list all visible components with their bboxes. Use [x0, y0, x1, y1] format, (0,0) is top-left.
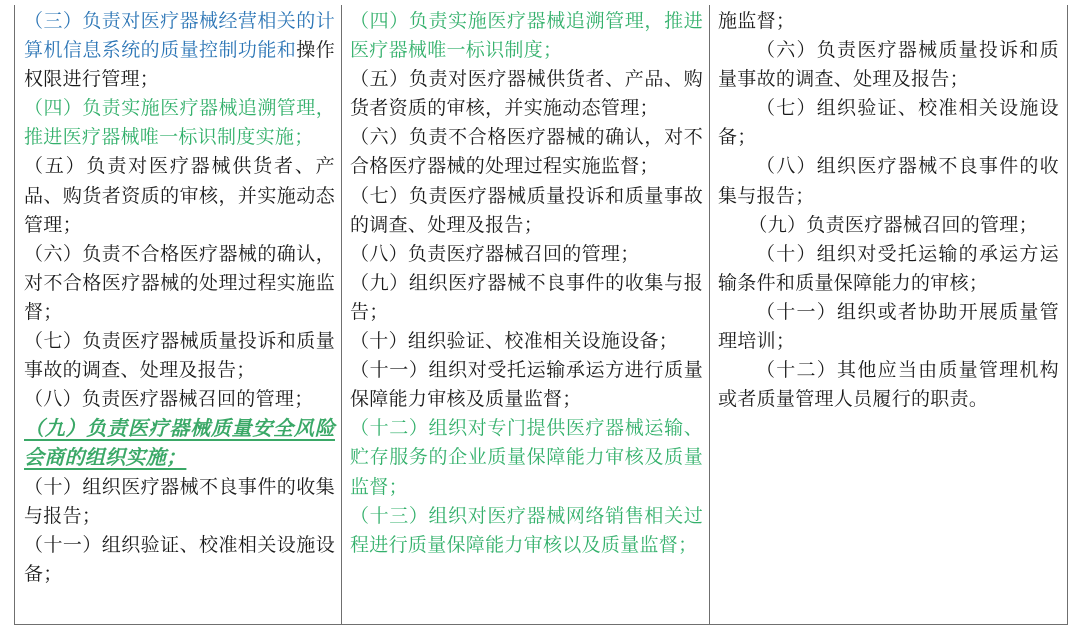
column-1	[14, 5, 341, 625]
col1-item-6: （六）负责不合格医疗器械的确认，对不合格医疗器械的处理过程实施监督；	[24, 242, 335, 323]
col1-item-4: （四）负责实施医疗器械追溯管理，推进医疗器械唯一标识制度实施；	[24, 97, 335, 149]
col3-item-8: （八）组织医疗器械不良事件的收集与报告；	[718, 155, 1059, 207]
col2-item-13: （十三）组织对医疗器械网络销售相关过程进行质量保障能力审核以及质量监督；	[350, 504, 703, 556]
col2-item-9: （九）组织医疗器械不良事件的收集与报告；	[350, 271, 703, 323]
comparison-table	[14, 5, 1068, 625]
col1-item-5: （五）负责对医疗器械供货者、产品、购货者资质的审核，并实施动态管理；	[24, 155, 335, 236]
col1-item-9: （九）负责医疗器械质量安全风险会商的组织实施；	[24, 416, 335, 470]
col2-item-10: （十）组织验证、校准相关设施设备；	[350, 330, 679, 353]
col1-item-3-rest: 操作权限进行管理；	[24, 39, 335, 91]
col2-item-11: （十一）组织对受托运输承运方进行质量保障能力审核及质量监督；	[350, 359, 703, 411]
col3-item-10: （十）组织对受托运输的承运方运输条件和质量保障能力的审核；	[718, 242, 1059, 294]
column-2	[341, 5, 709, 625]
col2-item-5: （五）负责对医疗器械供货者、产品、购货者资质的审核，并实施动态管理；	[350, 68, 703, 120]
col2-item-12: （十二）组织对专门提供医疗器械运输、贮存服务的企业质量保障能力审核及质量监督；	[350, 417, 703, 498]
col2-item-4: （四）负责实施医疗器械追溯管理，推进医疗器械唯一标识制度；	[350, 10, 703, 62]
col1-item-3-highlight: （三）负责对医疗器械经营相关的计算机信息系统的质量控制功能和	[24, 10, 335, 62]
col2-item-8: （八）负责医疗器械召回的管理；	[350, 242, 640, 265]
col3-item-6: （六）负责医疗器械质量投诉和质量事故的调查、处理及报告；	[718, 39, 1059, 91]
col1-item-7: （七）负责医疗器械质量投诉和质量事故的调查、处理及报告；	[24, 330, 335, 382]
col1-item-3	[24, 7, 335, 94]
col1-item-8: （八）负责医疗器械召回的管理；	[24, 388, 314, 411]
col2-item-6: （六）负责不合格医疗器械的确认，对不合格医疗器械的处理过程实施监督；	[350, 126, 703, 178]
column-3	[709, 5, 1068, 625]
col1-item-10: （十）组织医疗器械不良事件的收集与报告；	[24, 475, 335, 527]
col3-item-9: （九）负责医疗器械召回的管理；	[748, 213, 1038, 236]
col3-item-12: （十二）其他应当由质量管理机构或者质量管理人员履行的职责。	[718, 359, 1059, 411]
col2-item-7: （七）负责医疗器械质量投诉和质量事故的调查、处理及报告；	[350, 184, 703, 236]
col3-item-11: （十一）组织或者协助开展质量管理培训；	[718, 300, 1059, 353]
col1-item-11: （十一）组织验证、校准相关设施设备；	[24, 533, 335, 585]
col3-item-7: （七）组织验证、校准相关设施设备；	[718, 97, 1059, 149]
col3-continuation: 施监督；	[718, 10, 796, 32]
